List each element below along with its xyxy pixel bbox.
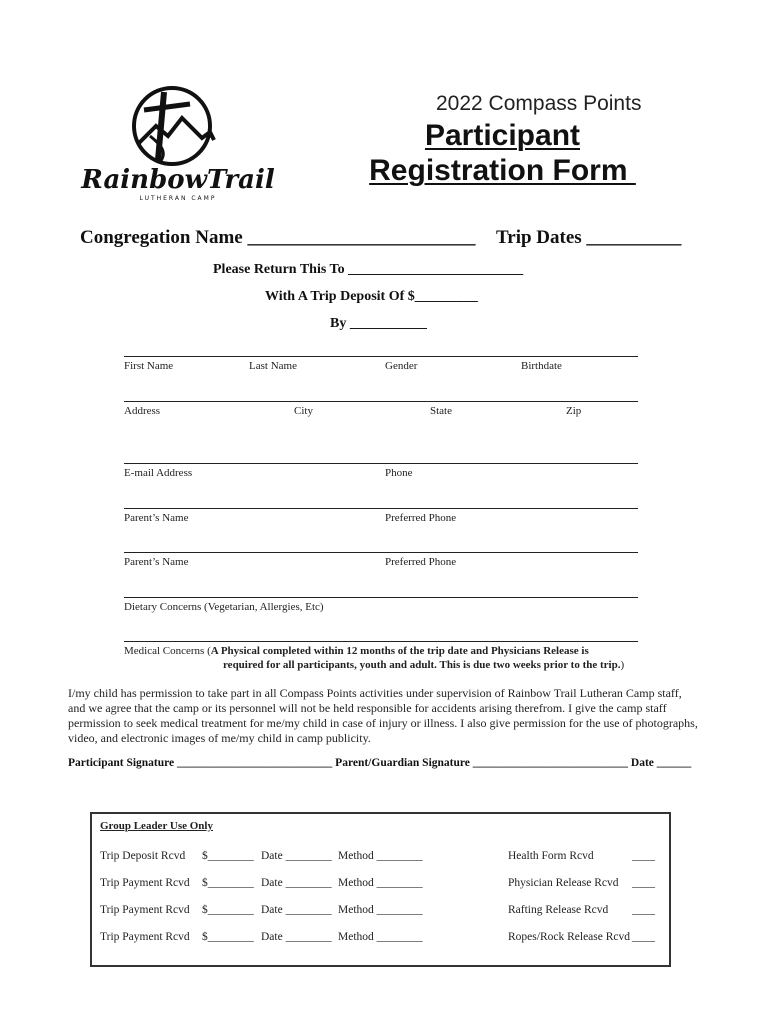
date-field[interactable]: Date ________ [261, 931, 332, 943]
method-field[interactable]: Method ________ [338, 850, 423, 862]
row-label: Trip Payment Rcvd [100, 904, 190, 916]
medical-suffix: ) [620, 659, 625, 671]
amount-field[interactable]: $________ [202, 931, 254, 943]
medical-label-line1 [124, 645, 589, 657]
method-field[interactable]: Method ________ [338, 931, 423, 943]
date-field[interactable]: Date ________ [261, 850, 332, 862]
return-to-field[interactable]: Please Return This To _________________________ [213, 262, 524, 277]
parent1-line[interactable] [124, 508, 638, 509]
form-check-field[interactable]: ____ [632, 850, 655, 862]
zip-label: Zip [566, 405, 582, 417]
amount-field[interactable]: $________ [202, 850, 254, 862]
signature-row [68, 757, 708, 769]
by-date-field[interactable]: By ___________ [330, 316, 427, 331]
dietary-label: Dietary Concerns (Vegetarian, Allergies, Etc) [124, 601, 324, 613]
group-leader-header: Group Leader Use Only [100, 820, 213, 832]
rainbow-trail-logo [81, 82, 275, 204]
medical-label-line2 [223, 659, 624, 671]
parent1-name-label: Parent’s Name [124, 512, 189, 524]
participant-signature-field[interactable]: Participant Signature ___________________________ [68, 757, 333, 769]
birthdate-label: Birthdate [521, 360, 562, 372]
page-title-line1: Participant [424, 119, 581, 152]
form-label: Physician Release Rcvd [508, 877, 619, 889]
address-label: Address [124, 405, 161, 417]
row-label: Trip Payment Rcvd [100, 877, 190, 889]
parent1-phone-label: Preferred Phone [385, 512, 457, 524]
signature-date-field[interactable]: Date ______ [630, 757, 692, 769]
page-title-line2: Registration Form [369, 154, 636, 187]
deposit-field[interactable]: With A Trip Deposit Of $_________ [265, 289, 478, 304]
method-field[interactable]: Method ________ [338, 904, 423, 916]
parent-signature-field[interactable]: Parent/Guardian Signature ___________________________ [335, 757, 629, 769]
parent2-name-label: Parent’s Name [124, 556, 189, 568]
form-check-field[interactable]: ____ [632, 877, 655, 889]
state-label: State [430, 405, 452, 417]
event-name: 2022 Compass Points [436, 92, 642, 115]
logo-subtitle: LUTHERAN CAMP [139, 195, 217, 202]
form-check-field[interactable]: ____ [632, 931, 655, 943]
gender-label: Gender [385, 360, 418, 372]
city-label: City [294, 405, 313, 417]
medical-requirement-2: required for all participants, youth and adult. This is due two weeks prior to the trip. [223, 659, 621, 671]
medical-line[interactable] [124, 641, 638, 642]
medical-requirement-1: A Physical completed within 12 months of the trip date and Physicians Release is [210, 645, 589, 657]
row-label: Trip Payment Rcvd [100, 931, 190, 943]
phone-label: Phone [385, 467, 413, 479]
method-field[interactable]: Method ________ [338, 877, 423, 889]
medical-prefix: Medical Concerns ( [124, 645, 211, 657]
name-line[interactable] [124, 356, 638, 357]
form-label: Ropes/Rock Release Rcvd [508, 931, 631, 943]
amount-field[interactable]: $________ [202, 904, 254, 916]
logo-emblem-icon [81, 82, 275, 204]
date-field[interactable]: Date ________ [261, 877, 332, 889]
parent2-phone-label: Preferred Phone [385, 556, 457, 568]
logo-wordmark: RainbowTrail [81, 165, 275, 195]
parent2-line[interactable] [124, 552, 638, 553]
amount-field[interactable]: $________ [202, 877, 254, 889]
row-label: Trip Deposit Rcvd [100, 850, 186, 862]
form-check-field[interactable]: ____ [632, 904, 655, 916]
date-field[interactable]: Date ________ [261, 904, 332, 916]
congregation-name-field[interactable]: Congregation Name ________________________ [80, 227, 476, 248]
group-leader-box [90, 812, 671, 967]
email-phone-line[interactable] [124, 463, 638, 464]
form-label: Rafting Release Rcvd [508, 904, 609, 916]
form-label: Health Form Rcvd [508, 850, 594, 862]
permission-statement: I/my child has permission to take part in all Compass Points activities under supervision of Rainbow Trail Lutheran Camp staff, and we agree that the camp or its personnel will not be held responsible for accidents arising therefrom. I give the camp staff permission to seek medical treatment for me/my child in case of injury or illness. I also give permission for the use of photographs, video, and electronic images of me/my child in camp publicity. [68, 686, 698, 745]
dietary-line[interactable] [124, 597, 638, 598]
address-line[interactable] [124, 401, 638, 402]
email-label: E-mail Address [124, 467, 193, 479]
trip-dates-field[interactable]: Trip Dates __________ [496, 227, 682, 248]
last-name-label: Last Name [249, 360, 297, 372]
first-name-label: First Name [124, 360, 174, 372]
